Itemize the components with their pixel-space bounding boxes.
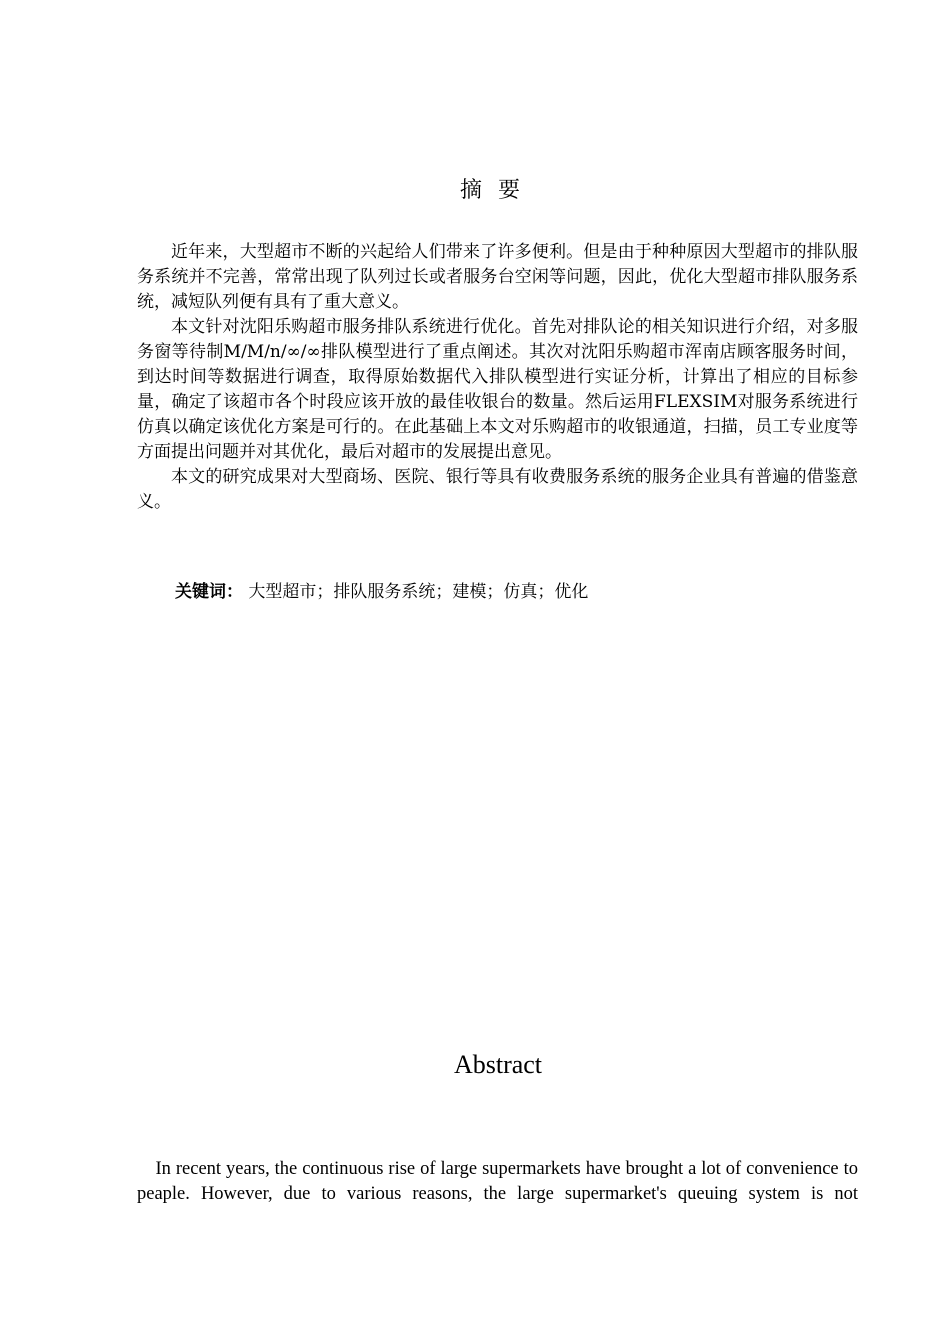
abstract-en-title: Abstract xyxy=(453,1050,543,1079)
abstract-cn-paragraph-3: 本文的研究成果对大型商场、医院、银行等具有收费服务系统的服务企业具有普遍的借鉴意义。 xyxy=(137,467,858,512)
abstract-cn-paragraph-1: 近年来，大型超市不断的兴起给人们带来了许多便利。但是由于种种原因大型超市的排队服务系统并不完善，常常出现了队列过长或者服务台空闲等问题，因此，优化大型超市排队服务系统，减短队列便有具有了重大意义。 xyxy=(137,242,858,312)
abstract-en-body xyxy=(137,1157,858,1207)
keywords-text: 大型超市；排队服务系统；建模；仿真；优化 xyxy=(248,582,589,602)
keywords-label: 关键词： xyxy=(175,582,243,602)
abstract-en-paragraph-1: In recent years, the continuous rise of large supermarkets have brought a lot of convenience to peaple. However, due to various reasons, the large supermarket's queuing system is not xyxy=(137,1159,858,1204)
abstract-cn-body xyxy=(137,240,858,515)
abstract-cn-paragraph-2: 本文针对沈阳乐购超市服务排队系统进行优化。首先对排队论的相关知识进行介绍，对多服务窗等待制M/M/n/∞/∞排队模型进行了重点阐述。其次对沈阳乐购超市浑南店顾客服务时间，到达时间等数据进行调查，取得原始数据代入排队模型进行实证分析，计算出了相应的目标参量，确定了该超市各个时段应该开放的最佳收银台的数量。然后运用FLEXSIM对服务系统进行仿真以确定该优化方案是可行的。在此基础上本文对乐购超市的收银通道，扫描，员工专业度等方面提出问题并对其优化，最后对超市的发展提出意见。 xyxy=(137,317,858,462)
keywords-line xyxy=(175,580,855,605)
abstract-cn-title: 摘要 xyxy=(459,178,536,203)
